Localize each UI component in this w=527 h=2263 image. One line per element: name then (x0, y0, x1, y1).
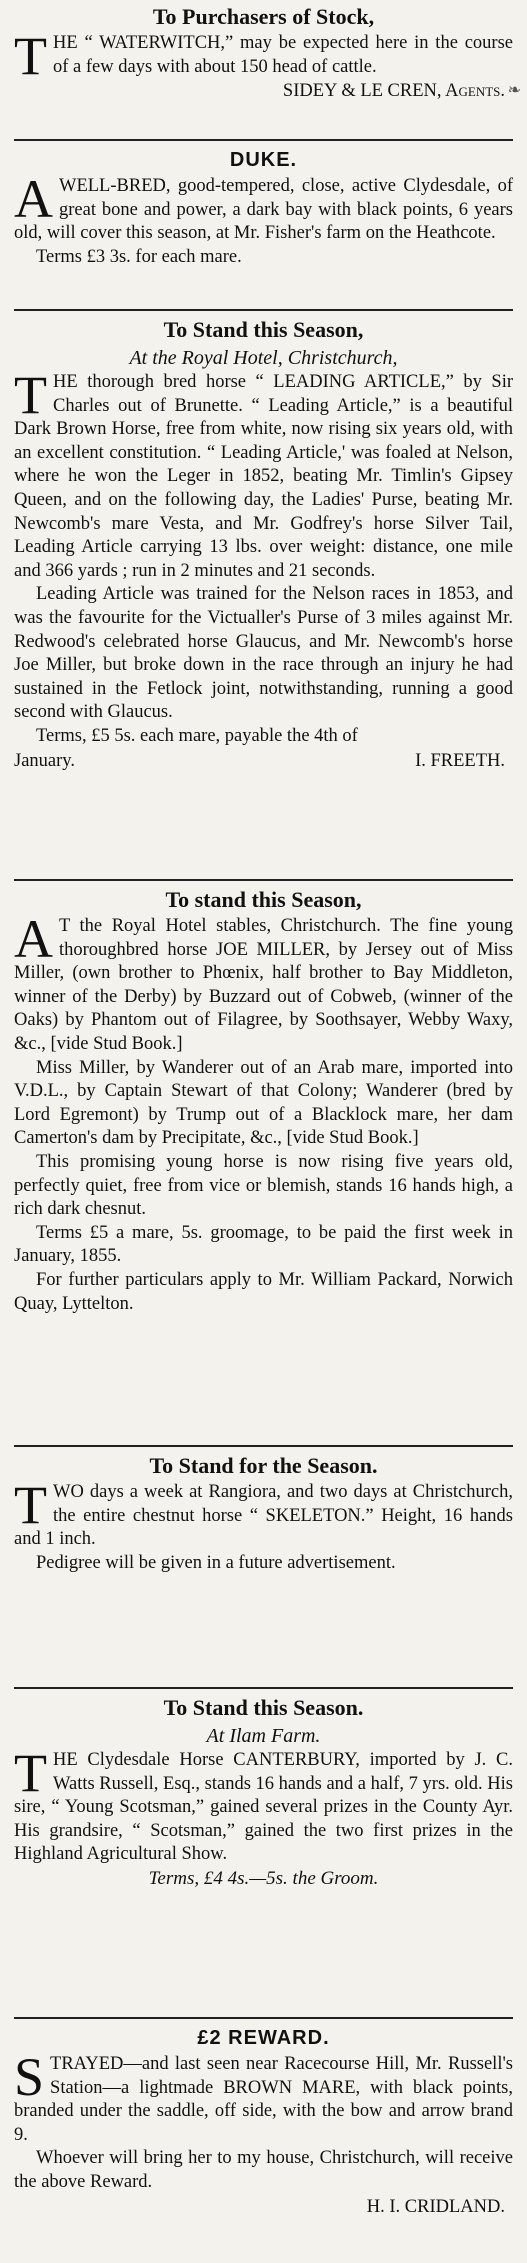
divider (14, 139, 513, 141)
drop-cap: A (14, 169, 53, 229)
ad-heading: DUKE. (229, 149, 298, 171)
ad-signature: I. FREETH. (415, 750, 505, 771)
ad-body: TRAYED—and last seen near Racecourse Hill, Mr. Russell's Station—a lightmade BROWN MARE, with black points, branded under the saddle, off side, with the bow and arrow brand 9. (14, 2054, 513, 2145)
ad-body: WELL-BRED, good-tempered, close, active Clydesdale, of great bone and power, a dark bay with black points, 6 years old, will cover this season, at Mr. Fisher's farm on the Heathcote. (14, 176, 513, 244)
drop-cap: A (14, 909, 53, 969)
ad-terms-date: January. (14, 750, 75, 771)
ad-signature: SIDEY & LE CREN, Agents. (282, 81, 505, 102)
ad-heading: To Stand for the Season. (149, 1453, 378, 1478)
ad-body: Leading Article was trained for the Nelson races in 1853, and was the favourite for the Victualler's Purse of 3 miles against Mr. Redwood's celebrated horse Glaucus, and Mr. Newcomb's horse Joe Miller, but broke down in the race through an injury he had sustained in the Fetlock joint, notwithstanding, running a good second with Glaucus. (14, 584, 513, 723)
ad-leading-article (14, 315, 513, 875)
ad-subheading: At Ilam Farm. (206, 1725, 321, 1747)
ad-duke (14, 145, 513, 305)
ad-purchasers-of-stock (14, 2, 521, 135)
ad-heading: To stand this Season, (165, 887, 362, 912)
ad-heading: £2 REWARD. (197, 2027, 330, 2049)
ad-signature: H. I. CRIDLAND. (366, 2196, 505, 2217)
ad-body: HE “ WATERWITCH,” may be expected here in the course of a few days with about 150 head of cattle. (53, 33, 513, 77)
ad-terms: Terms £3 3s. for each mare. (36, 246, 242, 267)
divider (14, 2017, 513, 2019)
ad-terms: Terms, £5 5s. each mare, payable the 4th of (36, 725, 358, 746)
ad-body: HE thorough bred horse “ LEADING ARTICLE,” by Sir Charles out of Brunette. “ Leading Article,” is a beautiful Dark Brown Horse, free from white, now rising six years old, with an excellent constitution. “ Leading Article,' was foaled at Nelson, where he won the Leger in 1852, beating Mr. Timlin's Gipsey Queen, and on the following day, the Ladies' Purse, beating Mr. Newcomb's mare Vesta, and Mr. Godfrey's horse Silver Tail, Leading Article carrying 13 lbs. over weight: distance, one mile and 366 yards ; run in 2 minutes and 21 seconds. (14, 372, 513, 581)
ad-canterbury (14, 1693, 513, 2013)
drop-cap: S (14, 2047, 45, 2107)
divider (14, 309, 513, 311)
ad-terms: Terms, £4 4s.—5s. the Groom. (148, 1867, 379, 1889)
drop-cap: T (14, 1743, 47, 1803)
ad-subheading: At the Royal Hotel, Christchurch, (129, 347, 398, 369)
drop-cap: T (14, 1475, 47, 1535)
drop-cap: T (14, 26, 47, 86)
ad-heading: To Purchasers of Stock, (152, 4, 375, 29)
drop-cap: T (14, 365, 47, 425)
ad-heading: To Stand this Season. (163, 1695, 364, 1720)
ad-body: Whoever will bring her to my house, Christchurch, will receive the above Reward. (14, 2148, 513, 2192)
ad-body: T the Royal Hotel stables, Christchurch. The fine young thoroughbred horse JOE MILLER, by Jersey out of Miss Miller, (own brother to Phœnix, half brother to Bay Middleton, winner of the Derby) by Buzzard out of Cobweb, (winner of the Oaks) by Phantom out of Filagree, by Soothsayer, Webby Waxy, &c., [vide Stud Book.] (14, 916, 513, 1054)
ad-heading: To Stand this Season, (163, 317, 364, 342)
ad-joe-miller (14, 885, 513, 1441)
ad-body: Pedigree will be given in a future advertisement. (36, 1552, 396, 1573)
ad-reward (14, 2023, 513, 2263)
ad-terms-line (14, 749, 513, 773)
ad-skeleton (14, 1451, 513, 1683)
ad-terms: Terms £5 a mare, 5s. groomage, to be paid the first week in January, 1855. (14, 1222, 513, 1267)
divider (14, 1445, 513, 1447)
ad-body: This promising young horse is now rising five years old, perfectly quiet, free from vice or blemish, stands 16 hands high, a rich dark chesnut. (14, 1151, 513, 1220)
ad-contact: For further particulars apply to Mr. William Packard, Norwich Quay, Lyttelton. (14, 1269, 513, 1314)
ad-body: Miss Miller, by Wanderer out of an Arab mare, imported into V.D.L., by Captain Stewart of that Colony; Wanderer (bred by Lord Egremont) by Trump out of a Blacklock mare, her dam Camerton's dam by Precipitate, &c., [vide Stud Book.] (14, 1057, 513, 1149)
ad-body: HE Clydesdale Horse CANTERBURY, imported by J. C. Watts Russell, Esq., stands 16 hands and a half, 7 yrs. old. His sire, “ Young Scotsman,” gained several prizes in the County Ayr. His grandsire, “ Scotsman,” gained the two first prizes in the Highland Agricultural Show. (14, 1750, 513, 1865)
fleuron-ornament-icon: ❧ (507, 82, 521, 99)
divider (14, 1687, 513, 1689)
divider (14, 879, 513, 881)
ad-body: WO days a week at Rangiora, and two days at Christchurch, the entire chestnut horse “ SKELETON.” Height, 16 hands and 1 inch. (14, 1482, 513, 1550)
